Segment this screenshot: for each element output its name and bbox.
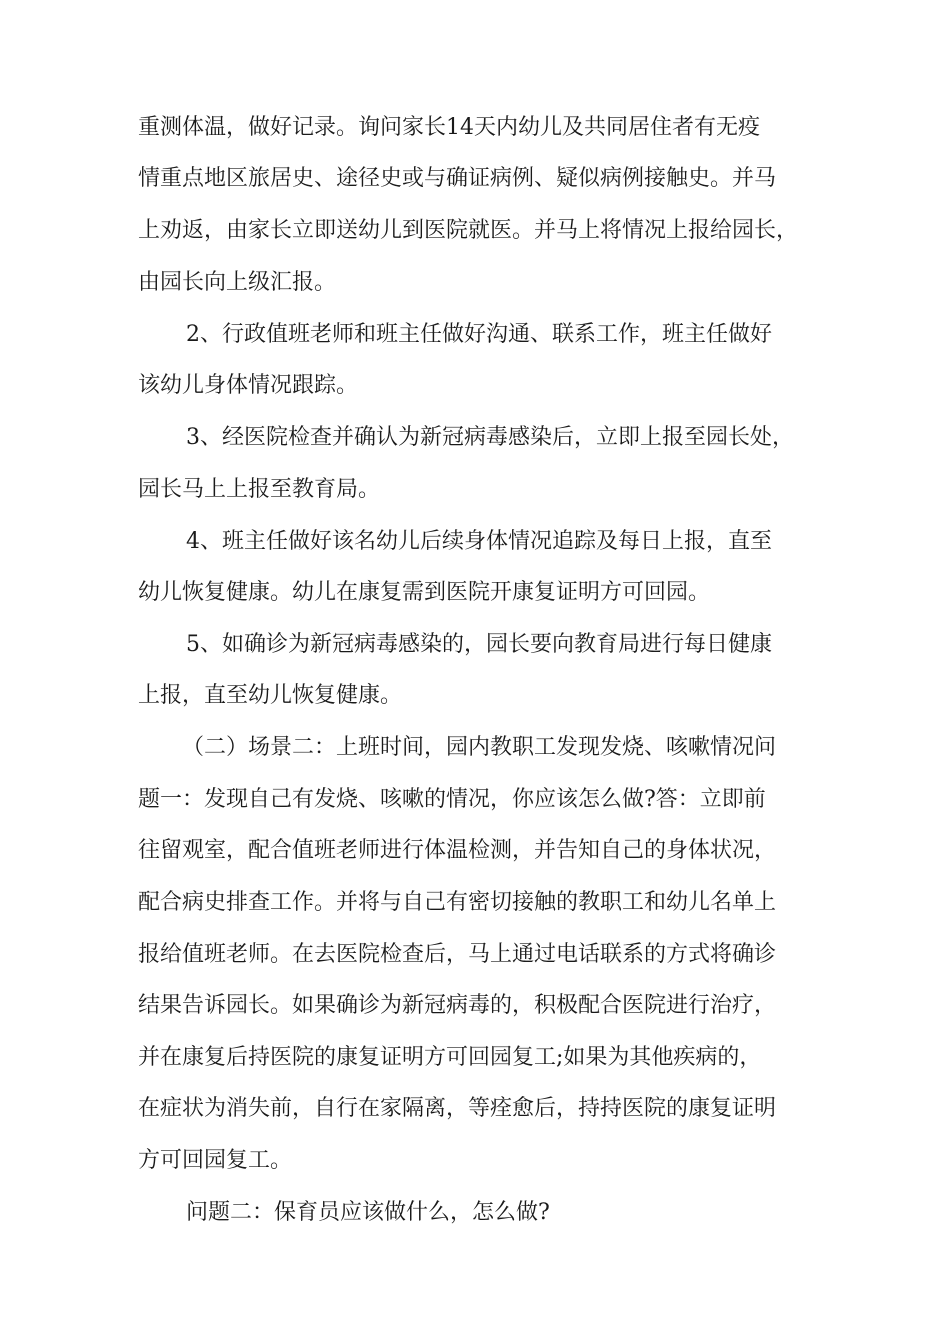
text-line: 2、行政值班老师和班主任做好沟通、联系工作，班主任做好 [186, 322, 772, 347]
text-line: 情重点地区旅居史、途径史或与确证病例、疑似病例接触史。并马 [138, 166, 777, 191]
text-line: 3、经医院检查并确认为新冠病毒感染后，立即上报至园长处， [186, 425, 794, 450]
text-line: 配合病史排查工作。并将与自己有密切接触的教职工和幼儿名单上 [138, 890, 777, 915]
text-line: 上报，直至幼儿恢复健康。 [138, 683, 403, 708]
text-line: 在症状为消失前，自行在家隔离，等痊愈后，持持医院的康复证明 [138, 1096, 777, 1121]
text-line: 报给值班老师。在去医院检查后，马上通过电话联系的方式将确诊 [138, 942, 777, 967]
text-line: 由园长向上级汇报。 [138, 270, 337, 295]
text-line: 方可回园复工。 [138, 1148, 293, 1173]
text-line: 结果告诉园长。如果确诊为新冠病毒的，积极配合医院进行治疗， [138, 993, 777, 1018]
text-line: 并在康复后持医院的康复证明方可回园复工;如果为其他疾病的， [138, 1045, 762, 1070]
text-line: 往留观室，配合值班老师进行体温检测，并告知自己的身体状况， [138, 838, 777, 863]
text-line: 园长马上上报至教育局。 [138, 477, 381, 502]
text-line: 上劝返，由家长立即送幼儿到医院就医。并马上将情况上报给园长， [138, 218, 799, 243]
text-line: 幼儿恢复健康。幼儿在康复需到医院开康复证明方可回园。 [138, 580, 711, 605]
text-line: （二）场景二：上班时间，园内教职工发现发烧、咳嗽情况问 [182, 735, 777, 760]
text-line: 4、班主任做好该名幼儿后续身体情况追踪及每日上报，直至 [186, 529, 772, 554]
text-line: 问题二：保育员应该做什么，怎么做? [186, 1200, 550, 1225]
text-line: 5、如确诊为新冠病毒感染的，园长要向教育局进行每日健康 [186, 632, 772, 657]
text-line: 该幼儿身体情况跟踪。 [138, 373, 359, 398]
text-line: 题一：发现自己有发烧、咳嗽的情况，你应该怎么做?答：立即前 [138, 787, 766, 812]
text-line: 重测体温，做好记录。询问家长14天内幼儿及共同居住者有无疫 [138, 115, 760, 140]
